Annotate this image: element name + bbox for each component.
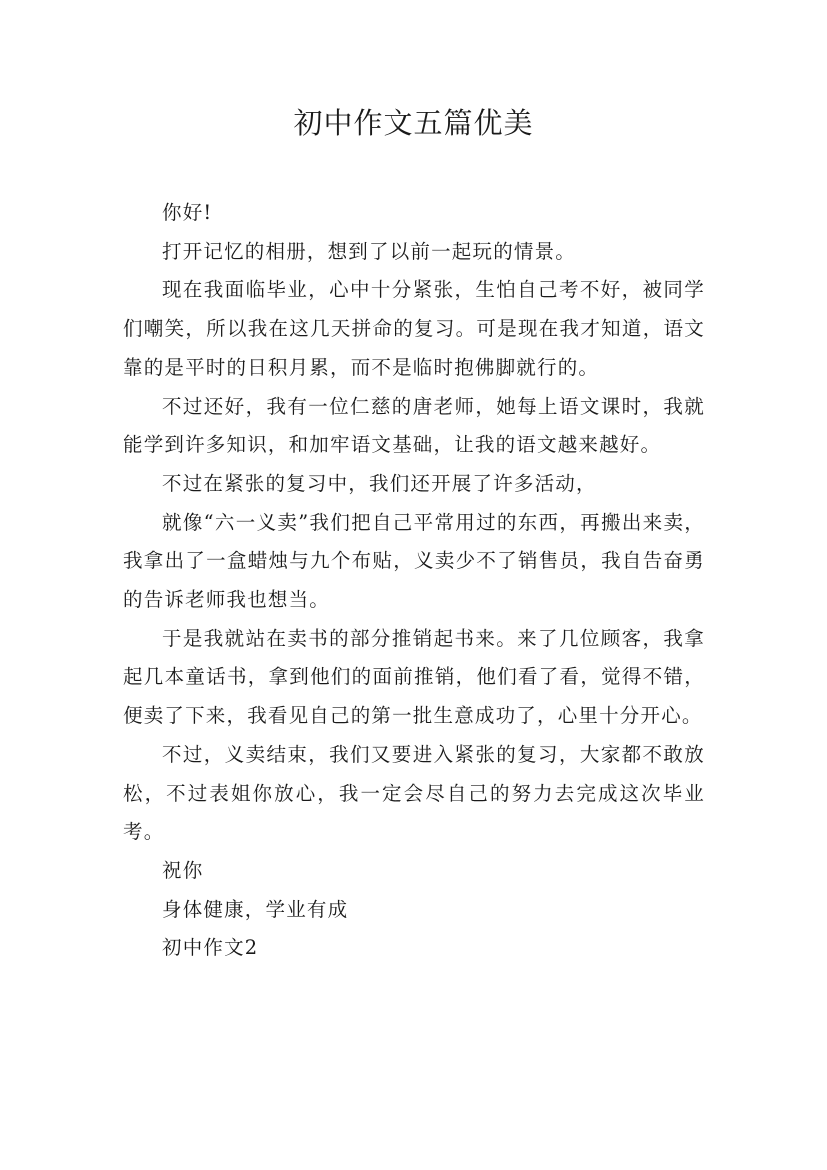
paragraph: 于是我就站在卖书的部分推销起书来。来了几位顾客，我拿起几本童话书，拿到他们的面前推销，他们看了看，觉得不错，便卖了下来，我看见自己的第一批生意成功了，心里十分开心。 (123, 626, 705, 728)
paragraph-closing-wish: 身体健康，学业有成 (162, 897, 349, 921)
document-body (123, 194, 705, 968)
paragraph: 不过还好，我有一位仁慈的唐老师，她每上语文课时，我就能学到许多知识，和加牢语文基础，让我的语文越来越好。 (123, 394, 705, 457)
paragraph: 打开记忆的相册，想到了以前一起玩的情景。 (162, 239, 577, 263)
paragraph: 现在我面临毕业，心中十分紧张，生怕自己考不好，被同学们嘲笑，所以我在这几天拼命的复习。可是现在我才知道，语文靠的是平时的日积月累，而不是临时抱佛脚就行的。 (123, 278, 705, 379)
document-title: 初中作文五篇优美 (293, 106, 534, 140)
paragraph: 不过在紧张的复习中，我们还开展了许多活动， (162, 471, 597, 495)
paragraph-greeting: 你好! (162, 201, 213, 224)
paragraph: 不过，义卖结束，我们又要进入紧张的复习，大家都不敢放松，不过表姐你放心，我一定会尽自己的努力去完成这次毕业考。 (123, 742, 705, 844)
paragraph-closing: 祝你 (162, 858, 204, 882)
paragraph: 就像“六一义卖”我们把自己平常用过的东西，再搬出来卖，我拿出了一盒蜡烛与九个布贴，义卖少不了销售员，我自告奋勇的告诉老师我也想当。 (123, 510, 705, 612)
section-heading: 初中作文2 (162, 936, 259, 960)
